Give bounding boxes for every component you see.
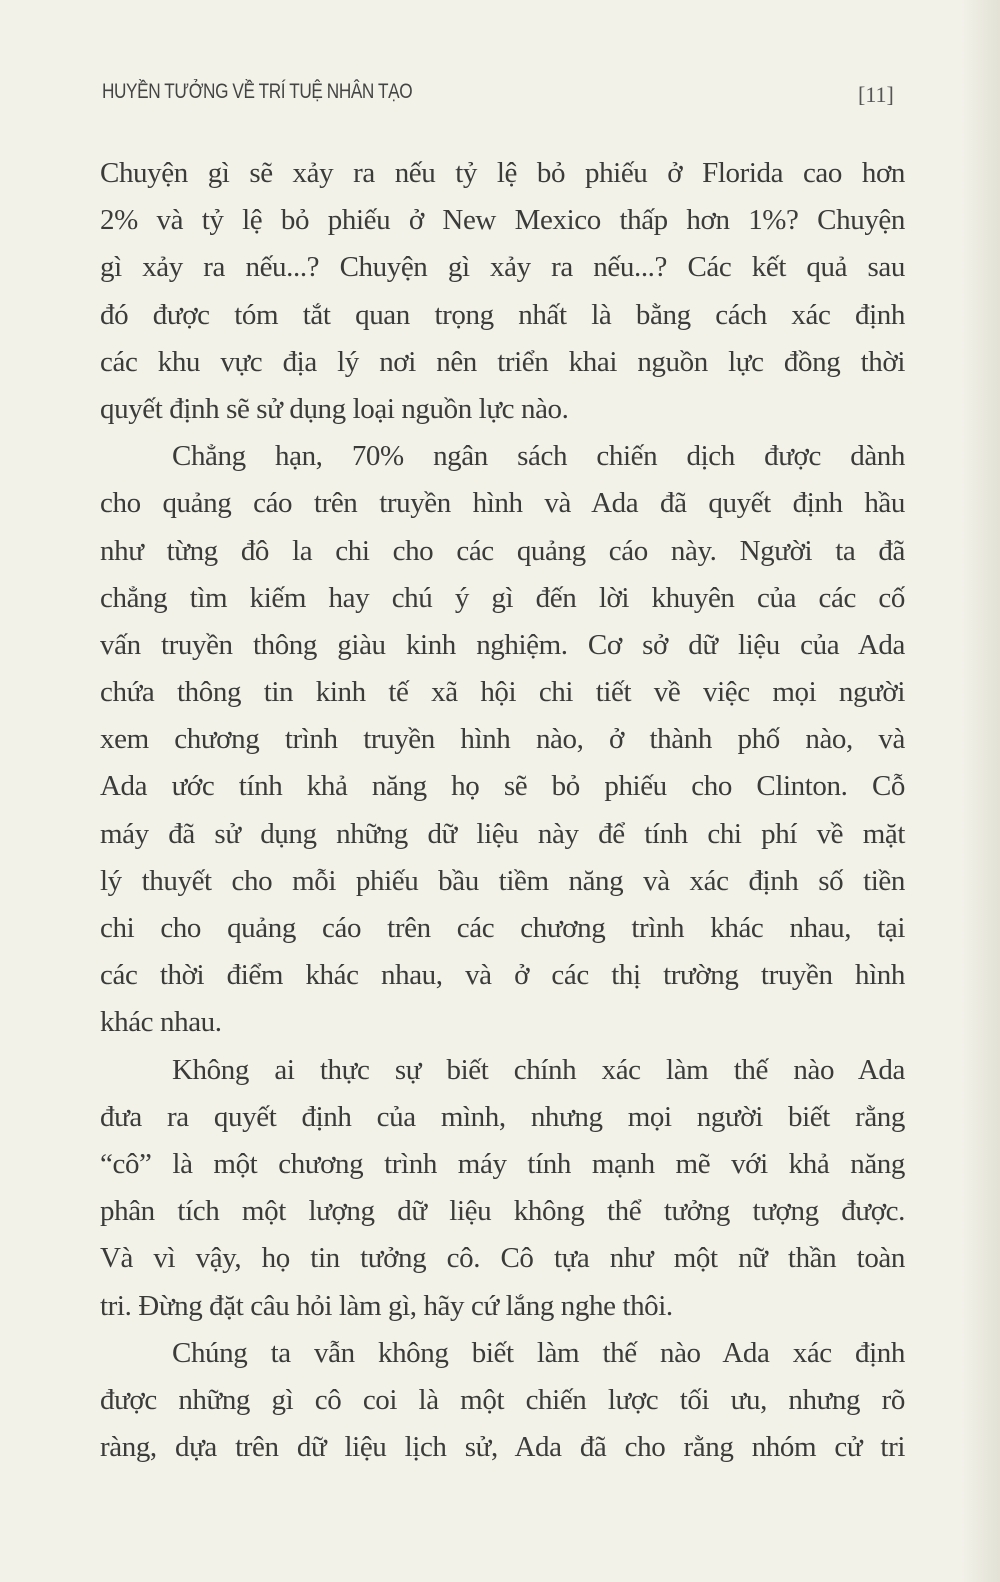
text-line: khác nhau. xyxy=(100,1006,222,1039)
text-line: máy đã sử dụng những dữ liệu này để tính chi phí về mặt xyxy=(100,817,905,850)
text-line: đưa ra quyết định của mình, nhưng mọi người biết rằng xyxy=(100,1100,905,1133)
text-line: các thời điểm khác nhau, và ở các thị trường truyền hình xyxy=(100,959,905,992)
text-line: phân tích một lượng dữ liệu không thể tưởng tượng được. xyxy=(100,1195,905,1228)
text-line: gì xảy ra nếu...? Chuyện gì xảy ra nếu...? Các kết quả sau xyxy=(100,251,905,284)
paragraph xyxy=(100,1330,905,1472)
text-line: Chuyện gì sẽ xảy ra nếu tỷ lệ bỏ phiếu ở Florida cao hơn xyxy=(100,157,905,189)
page-edge-shadow xyxy=(960,0,1000,1582)
page-number: [11] xyxy=(858,82,894,107)
text-line: các khu vực địa lý nơi nên triển khai nguồn lực đồng thời xyxy=(100,345,905,378)
text-line: Chúng ta vẫn không biết làm thế nào Ada xác định xyxy=(172,1336,905,1369)
text-line: Ada ước tính khả năng họ sẽ bỏ phiếu cho Clinton. Cỗ xyxy=(100,770,905,803)
text-line: đó được tóm tắt quan trọng nhất là bằng cách xác định xyxy=(100,298,905,331)
paragraph xyxy=(100,1047,905,1330)
text-line: Không ai thực sự biết chính xác làm thế nào Ada xyxy=(172,1053,905,1086)
paragraph xyxy=(100,150,905,433)
text-line: quyết định sẽ sử dụng loại nguồn lực nào. xyxy=(100,392,569,425)
text-line: xem chương trình truyền hình nào, ở thành phố nào, và xyxy=(100,723,905,756)
text-line: tri. Đừng đặt câu hỏi làm gì, hãy cứ lắng nghe thôi. xyxy=(100,1289,673,1322)
text-line: được những gì cô coi là một chiến lược tối ưu, nhưng rõ xyxy=(100,1383,905,1416)
paragraph xyxy=(100,433,905,1046)
text-line: như từng đô la chi cho các quảng cáo này. Người ta đã xyxy=(100,534,905,567)
running-header-title: HUYỀN TƯỞNG VỀ TRÍ TUỆ NHÂN TẠO xyxy=(102,80,413,103)
text-line: Chẳng hạn, 70% ngân sách chiến dịch được dành xyxy=(172,440,905,473)
text-line: chẳng tìm kiếm hay chú ý gì đến lời khuyên của các cố xyxy=(100,581,905,614)
body-text xyxy=(100,150,905,1471)
text-line: “cô” là một chương trình máy tính mạnh mẽ với khả năng xyxy=(100,1147,905,1180)
text-line: vấn truyền thông giàu kinh nghiệm. Cơ sở dữ liệu của Ada xyxy=(100,628,905,661)
text-line: chứa thông tin kinh tế xã hội chi tiết về việc mọi người xyxy=(100,676,905,709)
text-line: cho quảng cáo trên truyền hình và Ada đã quyết định hầu xyxy=(100,487,905,520)
text-line: ràng, dựa trên dữ liệu lịch sử, Ada đã cho rằng nhóm cử tri xyxy=(100,1431,905,1464)
text-line: chi cho quảng cáo trên các chương trình khác nhau, tại xyxy=(100,912,905,944)
text-line: Và vì vậy, họ tin tưởng cô. Cô tựa như một nữ thần toàn xyxy=(100,1242,905,1275)
text-line: 2% và tỷ lệ bỏ phiếu ở New Mexico thấp hơn 1%? Chuyện xyxy=(100,204,905,237)
text-line: lý thuyết cho mỗi phiếu bầu tiềm năng và xác định số tiền xyxy=(100,864,905,897)
